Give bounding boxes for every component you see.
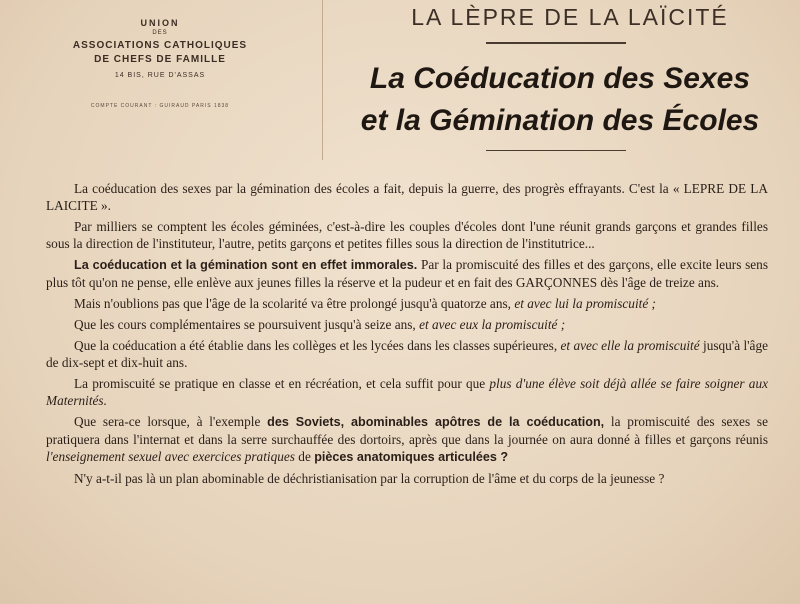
title-rule xyxy=(486,42,626,44)
paragraph-1-text: La coéducation des sexes par la gémination des écoles a fait, depuis la guerre, des progrès effrayants. C'est la « LEPRE DE LA LAICITE ». xyxy=(46,181,768,213)
paragraph-8-text-a: Que sera-ce lorsque, à l'exemple xyxy=(74,414,268,429)
paragraph-4 xyxy=(46,295,768,312)
paragraph-4-italic: et avec lui la promiscuité ; xyxy=(514,296,656,311)
paragraph-8-bold: des Soviets, abominables apôtres de la coéducation, xyxy=(267,415,605,429)
paragraph-8-italic: l'enseignement sexuel avec exercices pratiques xyxy=(46,449,295,464)
paragraph-8-text-b: la promiscuité des sexes se pratiquera dans l'internat et dans la serre surchauffée des dortoirs, après que dans la journée on aura donné à filles et garçons réunis xyxy=(46,414,768,447)
article-body xyxy=(46,180,768,491)
letterhead-line-associations: ASSOCIATIONS CATHOLIQUES xyxy=(72,40,248,51)
paragraph-8 xyxy=(46,413,768,466)
paragraph-7 xyxy=(46,375,768,409)
headline xyxy=(340,58,780,142)
paragraph-2 xyxy=(46,218,768,252)
headline-line-2: et la Gémination des Écoles xyxy=(360,104,760,137)
letterhead xyxy=(40,18,280,109)
paragraph-6 xyxy=(46,337,768,371)
paragraph-8-text-c: de xyxy=(294,449,315,464)
letterhead-footer: COMPTE COURANT : GUIRAUD PARIS 1838 xyxy=(90,103,230,109)
paragraph-3-text: Par la promiscuité des filles et des garçons, elle excite leurs sens plus tôt qu'on ne pense, elle enlève aux jeunes filles la réserve et la pudeur et en fait des GARÇONNES dès l'âge de treize ans. xyxy=(46,257,768,290)
paragraph-2-text: Par milliers se comptent les écoles géminées, c'est-à-dire les couples d'écoles dont l'une réunit grands garçons et grandes filles sous la direction de l'instituteur, l'autre, petits garçons et petites filles sous la direction de l'institutrice... xyxy=(46,219,768,251)
paragraph-5-text: Que les cours complémentaires se poursuivent jusqu'à seize ans, xyxy=(74,317,420,332)
paragraph-6-end: jusqu'à l'âge de dix-sept et dix-huit ans. xyxy=(46,338,768,370)
paragraph-6-italic: et avec elle la promiscuité xyxy=(560,338,700,353)
paragraph-3-bold: La coéducation et la gémination sont en effet immorales. xyxy=(74,258,418,272)
letterhead-line-des: DES xyxy=(152,30,168,36)
paragraph-9-text: N'y a-t-il pas là un plan abominable de déchristianisation par la corruption de l'âme et du corps de la jeunesse ? xyxy=(74,471,665,486)
paragraph-7-italic: plus d'une élève soit déjà allée se faire soigner aux Maternités. xyxy=(46,376,768,408)
paragraph-6-text: Que la coéducation a été établie dans les collèges et les lycées dans les classes supérieures, xyxy=(74,338,561,353)
headline-rule xyxy=(486,150,626,151)
letterhead-address: 14 BIS, RUE D'ASSAS xyxy=(114,72,206,79)
letterhead-line-chefs: DE CHEFS DE FAMILLE xyxy=(94,54,226,65)
paragraph-7-text: La promiscuité se pratique en classe et en récréation, et cela suffit pour que xyxy=(74,376,490,391)
headline-line-1: La Coéducation des Sexes xyxy=(369,62,751,95)
paragraph-5 xyxy=(46,316,768,333)
paragraph-3 xyxy=(46,256,768,291)
paragraph-1 xyxy=(46,180,768,214)
paragraph-5-italic: et avec eux la promiscuité ; xyxy=(419,317,566,332)
page-title: LA LÈPRE DE LA LAÏCITÉ xyxy=(411,4,729,30)
letterhead-line-union: UNION xyxy=(140,18,180,28)
paragraph-4-text: Mais n'oublions pas que l'âge de la scolarité va être prolongé jusqu'à quatorze ans, xyxy=(74,296,515,311)
paragraph-9 xyxy=(46,470,768,487)
paragraph-8-bold-2: pièces anatomiques articulées ? xyxy=(314,450,509,464)
header-divider xyxy=(322,0,323,160)
